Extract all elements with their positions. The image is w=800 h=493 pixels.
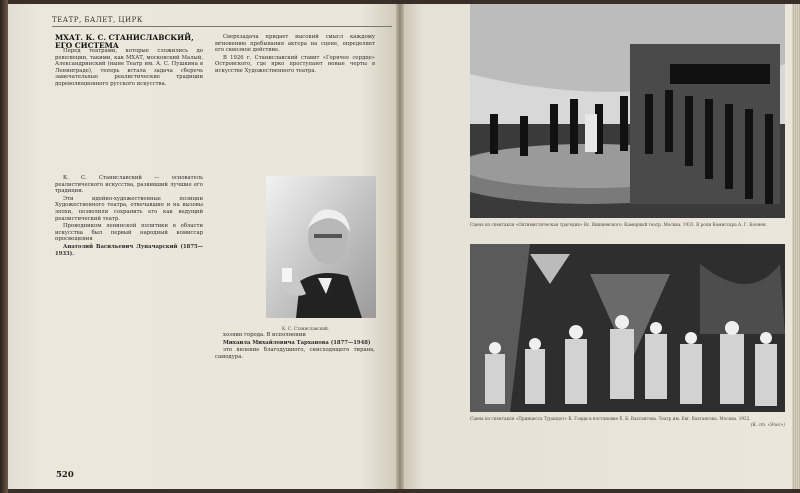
- text-column-2: [215, 34, 375, 76]
- paragraph: Перед театрами, которые сложились до революции, такими, как МХАТ, московский Малый, Александринский (ныне Театр им. А. С. Пушкина в Ленинграде), теперь встала задача сберечь замечательные реалистические традиции дореволюционного русского искусства.: [55, 48, 203, 87]
- paragraph: Проводником ленинской политики в области искусства был первый народный комиссар просвещения: [55, 223, 203, 243]
- running-head: ТЕАТР, БАЛЕТ, ЦИРК: [52, 16, 143, 24]
- book-gutter: [396, 4, 404, 489]
- page-number: 520: [56, 470, 74, 480]
- portrait-caption: К. С. Станиславский.: [282, 326, 330, 331]
- article-title: МХАТ. К. С. СТАНИСЛАВСКИЙ, ЕГО СИСТЕМА: [55, 33, 194, 50]
- photo-optimistic-tragedy: [470, 4, 785, 218]
- paragraph: это явление благодушного, снисходящего тирана, самодура.: [215, 347, 375, 360]
- book-spine-edge: [0, 0, 8, 493]
- photo2-caption: [470, 416, 785, 427]
- paragraph: В 1926 г. Станиславский ставит «Горячее сердце» Островского, где ярко проступают новые черты в искусстве Художественного театра.: [215, 54, 375, 74]
- photo1-caption: Сцена из спектакля «Оптимистическая трагедия» Вс. Вишневского. Камерный театр. Москва. 1933. В роли Комиссара А. Г. Коонен.: [470, 222, 767, 227]
- paragraph: хозяин города. В исполнении: [223, 332, 306, 338]
- photo2-caption-text: Сцена из спектакля «Принцесса Турандот» К. Гоцци в постановке Е. Б. Вахтангова. Театр им. Евг. Вахтангова. Москва. 1922.: [470, 416, 751, 421]
- header-rule: [52, 26, 392, 27]
- paragraph: К. С. Станиславский — основатель реалистического искусства, развивший лучшие его традиции.: [55, 175, 203, 195]
- text-column-1: [55, 48, 203, 89]
- paragraph: Эти идейно-художественные позиции Художественного театра, отвечавшие и на вызовы эпохи, позволили сохранить его как ведущий реалистический театр.: [55, 195, 203, 222]
- paragraph: Сверхзадача придает высокий смысл каждому мгновению пребывания актера на сцене, определяет его сквозное действие.: [215, 34, 375, 54]
- stanislavsky-portrait: [266, 176, 376, 318]
- photo2-caption-ref: (К. ст. «Эпос»): [750, 421, 785, 427]
- text-column-3: [55, 175, 203, 258]
- paragraph-name: Михаила Михайловича Тарханова (1877—1948): [223, 339, 371, 346]
- photo-princess-turandot: [470, 244, 785, 412]
- text-column-4: [215, 332, 375, 361]
- paragraph-name: Анатолий Васильевич Луначарский (1875—1933).: [55, 243, 203, 257]
- page-edges: [792, 4, 800, 489]
